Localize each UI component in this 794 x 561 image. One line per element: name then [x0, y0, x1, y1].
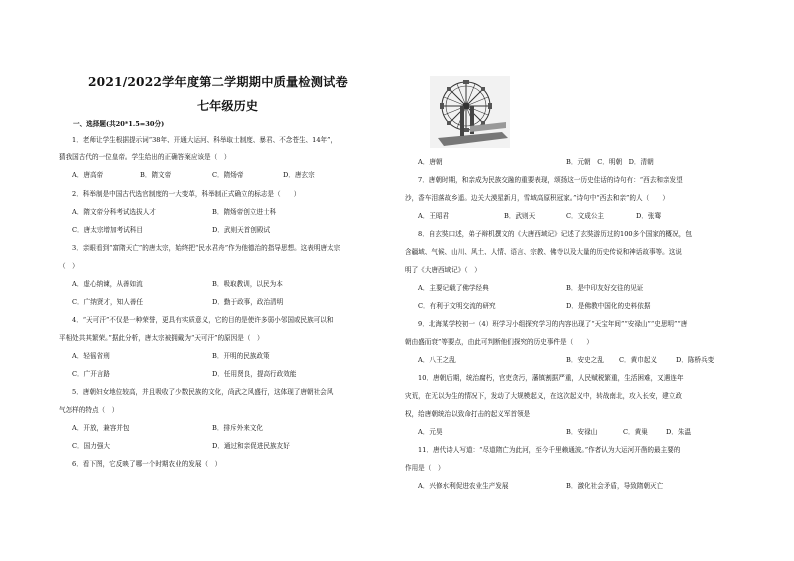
q6-option-bcd: B．元朝 C．明朝 D．清朝	[566, 158, 654, 166]
q10-stem-line2: 灾荒，在无以为生的情况下，发动了大规模起义，在这次起义中，转战南北，攻入长安，建立政	[405, 392, 682, 400]
q9-option-a: A．八王之乱	[418, 356, 456, 364]
q8-stem-line3: 明了《大唐西域记》（ ）	[405, 266, 481, 274]
exam-subtitle: 七年级历史	[197, 99, 258, 113]
q3-stem-line1: 3．亲眼看到“富隋天亡”的唐太宗，始终把“民水君舟”作为他德治的指导思想。这表明唐太宗	[72, 244, 341, 252]
q7-option-c: C．文成公主	[566, 212, 605, 220]
q4-stem-line2: 平相处共其繁荣。”据此分析，唐太宗被拥戴为“天可汗”的原因是（ ）	[59, 334, 264, 342]
q8-option-b: B．是中印友好交往的见证	[566, 284, 644, 292]
q10-stem-line3: 权，给唐朝统治以致命打击的起义军首领是	[405, 410, 531, 418]
q11-stem-line1: 11．唐代诗人写道：“尽道隋亡为此河，至今千里赖通波。”作者认为大运河开凿的最主要的	[418, 446, 681, 454]
q1-option-b: B．隋文帝	[140, 171, 172, 179]
q3-stem-line2: （ ）	[59, 262, 79, 270]
q6-option-a: A．唐朝	[418, 158, 443, 166]
q3-option-b: B．吸取教训，以民为本	[212, 280, 283, 288]
q7-option-b: B．武则天	[504, 212, 536, 220]
q9-option-d: D．陈桥兵变	[676, 356, 715, 364]
q11-option-a: A．兴修水利促进农业生产发展	[418, 482, 509, 490]
q7-stem-line2: 沙，香车泪落故乡遥。边关大漠星新月，雪域高原积冠家。”诗句中“西去和亲”的人（ ）	[405, 194, 669, 202]
q1-stem-line1: 1．老师让学生根据提示词“38年、开通大运河、科举取士制度、暴君、不念苍生、14年”，	[72, 136, 338, 144]
q5-stem-line2: 气怎样的特点（ ）	[59, 406, 119, 414]
q3-option-d: D．勤于政事，政治清明	[212, 298, 284, 306]
q10-option-d: D．朱温	[666, 428, 692, 436]
q3-option-a: A．虚心纳谏，从善如流	[72, 280, 143, 288]
q2-stem: 2．科举制是中国古代选官制度的一大变革，科举制正式确立的标志是（ ）	[72, 190, 301, 198]
q9-option-b: B．安史之乱	[566, 356, 604, 364]
q7-option-a: A．王昭君	[418, 212, 450, 220]
q2-option-a: A．隋文帝分科考试选拔人才	[72, 208, 156, 216]
q7-option-d: D．张骞	[636, 212, 662, 220]
q7-stem-line1: 7．唐朝时期，和亲成为民族交融的重要表现，颂扬这一历史佳话的诗句有：“西去和亲发望	[418, 176, 683, 184]
water-wheel-figure	[430, 76, 510, 148]
q5-option-c: C．国力强大	[72, 442, 111, 450]
q1-option-d: D．唐玄宗	[283, 171, 315, 179]
q4-option-d: D．任用贤良，提高行政效能	[212, 370, 297, 378]
q2-option-b: B．隋炀帝创立进士科	[212, 208, 277, 216]
q11-stem-line2: 作用是（ ）	[405, 464, 445, 472]
q10-option-a: A．元昊	[418, 428, 443, 436]
q4-stem-line1: 4．“天可汗”不仅是一种荣誉，更具有实质意义，它的目的是使许多弱小邻国或民族可以和	[72, 316, 334, 324]
q5-option-b: B．排斥外来文化	[212, 424, 264, 432]
q9-stem-line2: 朝由盛而衰”等要点，由此可判断他们探究的历史事件是（ ）	[405, 338, 593, 346]
q5-option-d: D．通过和亲促进民族友好	[212, 442, 290, 450]
q8-stem-line2: 含疆域、气候、山川、风土、人情、语言、宗教、佛寺以及大量的历史传说和神话故事等。这说	[405, 248, 682, 256]
q6-stem: 6．看下图，它反映了哪一个时期农业的发展（ ）	[72, 460, 222, 468]
q4-option-b: B．开明的民族政策	[212, 352, 270, 360]
q8-stem-line1: 8．自玄奘口述，弟子辩机撰文的《大唐西域记》记述了玄奘游历过的100多个国家的概况，包	[418, 230, 692, 238]
q3-option-c: C．广纳贤才，知人善任	[72, 298, 143, 306]
q10-stem-line1: 10．唐朝后期，统治腐朽，官吏贪污，藩镇割据严重，人民赋税繁重，生活困难，又遇连年	[418, 374, 684, 382]
section-heading: 一、选择题(共20*1.5=30分)	[73, 120, 165, 128]
q10-option-b: B．安禄山	[566, 428, 598, 436]
q11-option-b: B．激化社会矛盾，导致隋朝灭亡	[566, 482, 664, 490]
q4-option-c: C．广开言路	[72, 370, 111, 378]
q8-option-a: A．主要记载了佛学经典	[418, 284, 489, 292]
q9-stem-line1: 9．北海某学校初一（4）班学习小组探究学习的内容出现了“天宝年间”“安禄山”“史思明”“唐	[418, 320, 688, 328]
q2-option-c: C．唐太宗增加考试科目	[72, 226, 143, 234]
exam-title: 2021/2022学年度第二学期期中质量检测试卷	[88, 75, 348, 89]
q5-stem-line1: 5．唐朝妇女地位较高，并且吸收了少数民族的文化，尚武之风盛行，这体现了唐朝社会风	[72, 388, 334, 396]
q10-option-c: C．黄巢	[623, 428, 648, 436]
q1-option-a: A．唐高帝	[72, 171, 104, 179]
q2-option-d: D．武则天首创殿试	[212, 226, 271, 234]
q5-option-a: A．开放，兼容并包	[72, 424, 130, 432]
q1-option-c: C．隋炀帝	[212, 171, 244, 179]
q1-stem-line2: 猜我国古代的一位皇帝。学生给出的正确答案应该是（ ）	[59, 153, 231, 161]
q4-option-a: A．轻徭省刑	[72, 352, 110, 360]
q9-option-c: C．黄巾起义	[619, 356, 658, 364]
q8-option-c: C．有利于文明交流的研究	[418, 302, 496, 310]
q8-option-d: D．是佛教中国化的史料依据	[566, 302, 651, 310]
